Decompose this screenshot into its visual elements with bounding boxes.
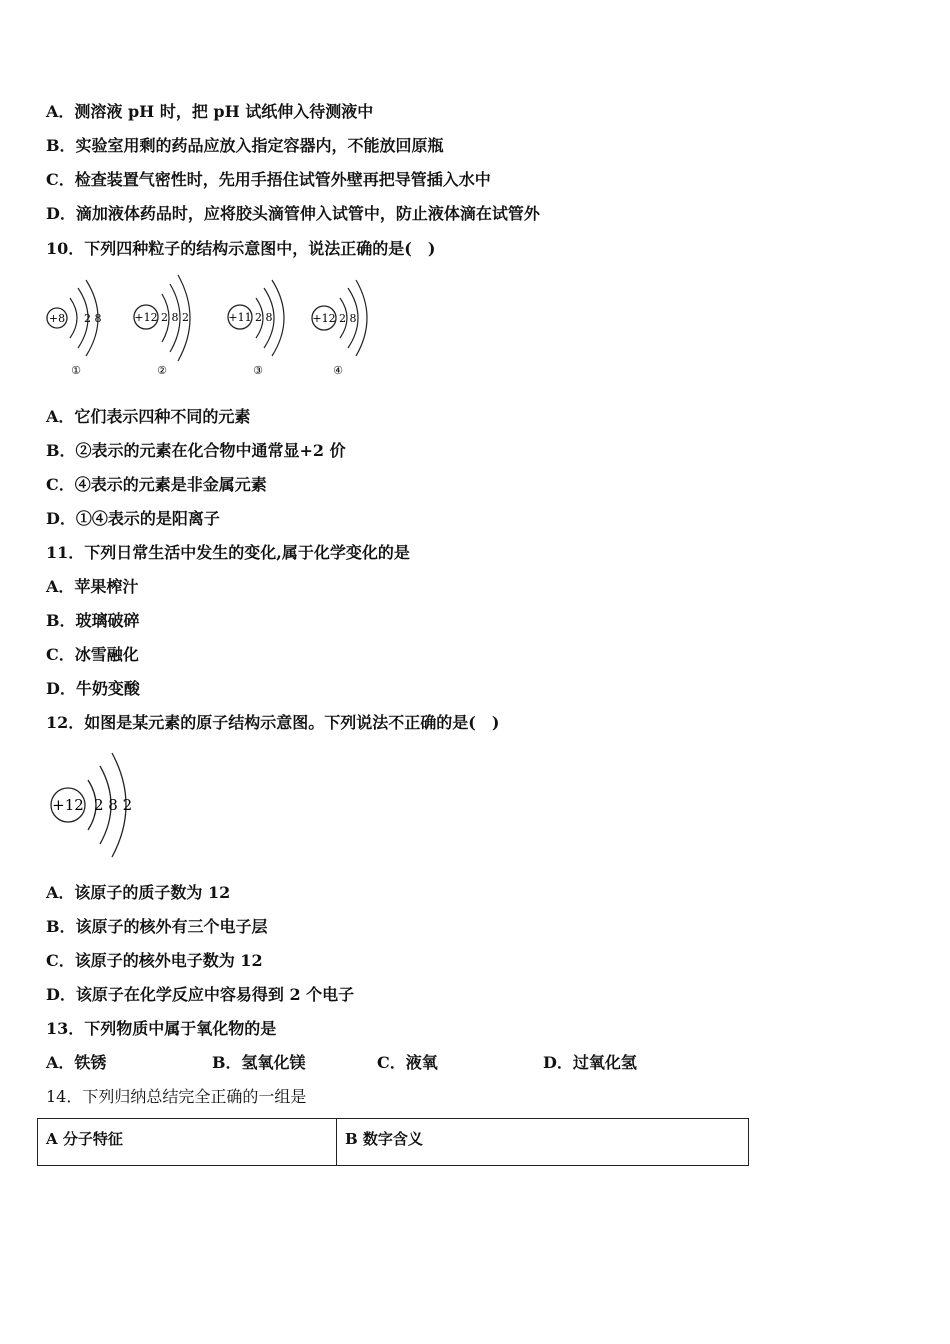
q10-particle-diagrams [40, 270, 380, 380]
particle-3-nucleus: +11 [228, 311, 252, 324]
particle-1-nucleus: +8 [48, 312, 66, 325]
particle-4-nucleus: +12 [312, 312, 336, 325]
particle-1-label: ① [71, 364, 81, 377]
q11-option-b: B．玻璃破碎 [46, 611, 140, 630]
q13-option-a: A．铁锈 [46, 1053, 107, 1072]
q12-option-b: B．该原子的核外有三个电子层 [46, 917, 268, 936]
particle-4-shells: 2 8 [339, 312, 357, 325]
q11-option-d: D．牛奶变酸 [46, 679, 140, 698]
q9-option-d: D．滴加液体药品时，应将胶头滴管伸入试管中，防止液体滴在试管外 [46, 204, 540, 223]
q12-option-a: A．该原子的质子数为 12 [46, 883, 231, 902]
q9-option-c: C．检查装置气密性时，先用手捂住试管外壁再把导管插入水中 [46, 170, 491, 189]
q10-stem: 10．下列四种粒子的结构示意图中，说法正确的是( ) [46, 239, 436, 258]
particle-4-diagram [312, 280, 367, 377]
q14-stem: 14．下列归纳总结完全正确的一组是 [46, 1087, 307, 1106]
q14-table [37, 1118, 749, 1166]
q10-option-a: A．它们表示四种不同的元素 [46, 407, 251, 426]
particle-2-label: ② [157, 364, 167, 377]
q14-table-header-a: A 分子特征 [38, 1119, 337, 1166]
particle-1-shells: 2 8 [84, 312, 102, 325]
q12-shells: 2 8 2 [94, 796, 133, 814]
particle-3-label: ③ [253, 364, 263, 377]
q13-option-d: D．过氧化氢 [543, 1053, 637, 1072]
q12-option-d: D．该原子在化学反应中容易得到 2 个电子 [46, 985, 355, 1004]
particle-3-shells: 2 8 [255, 311, 273, 324]
q10-option-c: C．④表示的元素是非金属元素 [46, 475, 267, 494]
q12-nucleus: +12 [52, 796, 84, 814]
particle-1-diagram [47, 280, 102, 377]
q9-option-a: A．测溶液 pH 时，把 pH 试纸伸入待测液中 [46, 102, 374, 121]
particle-2-shells: 2 8 2 [161, 311, 189, 324]
q11-stem: 11．下列日常生活中发生的变化,属于化学变化的是 [46, 543, 410, 562]
particle-4-label: ④ [333, 364, 343, 377]
q13-option-b: B．氢氧化镁 [212, 1053, 306, 1072]
q12-stem: 12．如图是某元素的原子结构示意图。下列说法不正确的是( ) [46, 713, 500, 732]
q11-option-a: A．苹果榨汁 [46, 577, 139, 596]
q10-option-d: D．①④表示的是阳离子 [46, 509, 220, 528]
q12-atom-diagram [48, 748, 148, 863]
particle-2-nucleus: +12 [134, 311, 158, 324]
particle-2-diagram [134, 275, 190, 377]
q13-stem: 13．下列物质中属于氧化物的是 [46, 1019, 277, 1038]
q9-option-b: B．实验室用剩的药品应放入指定容器内，不能放回原瓶 [46, 136, 444, 155]
q11-option-c: C．冰雪融化 [46, 645, 139, 664]
q13-option-c: C．液氧 [377, 1053, 438, 1072]
q14-table-header-b: B 数字含义 [337, 1119, 749, 1166]
q10-option-b: B．②表示的元素在化合物中通常显+2 价 [46, 441, 346, 460]
q12-option-c: C．该原子的核外电子数为 12 [46, 951, 263, 970]
particle-3-diagram [228, 280, 284, 377]
